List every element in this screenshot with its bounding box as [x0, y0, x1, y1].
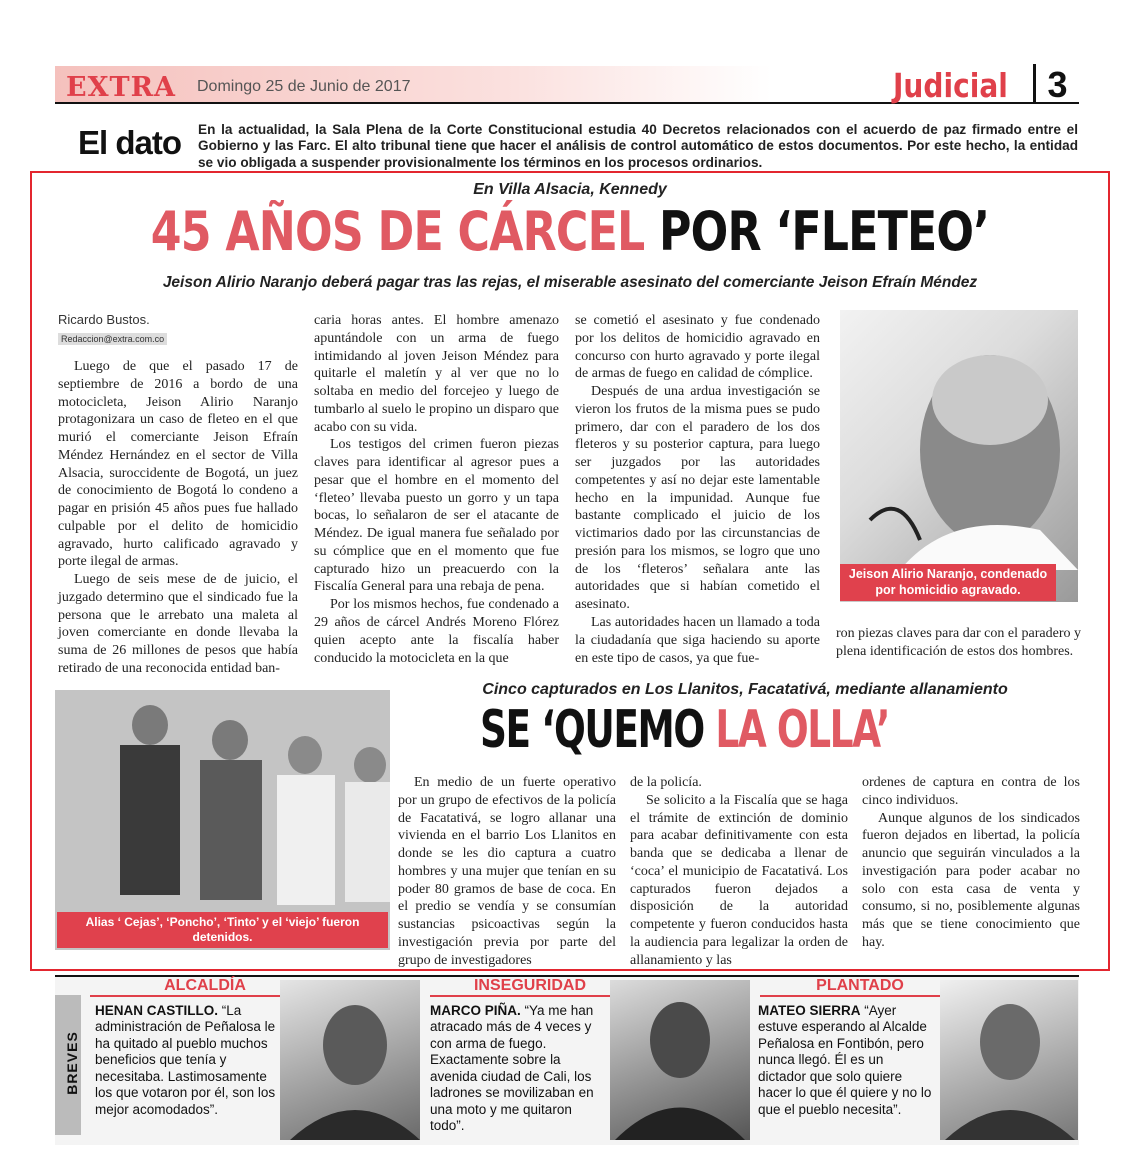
article2-headline-red: LA OLLA’ [715, 700, 889, 760]
breve2-quote: “Ya me han atracado más de 4 veces y con arma de fuego. Exactamente sobre la avenida ciudad de Cali, los ladrones se movilizaban en una moto y me quitaron todo”. [430, 1003, 594, 1134]
breve2-name: MARCO PIÑA. [430, 1003, 521, 1018]
breve3-text [758, 1003, 933, 1118]
page-number: 3 [1033, 64, 1079, 104]
article1-col1-p1: Luego de que el pasado 17 de septiembre de 2016 a bordo de una motocicleta, Jeison Alirio Naranjo protagonizara un caso de fleteo en el que murió el comerciante Jeison Efraín Méndez Hernández en el sector de Villa Alsacia, suroccidente de Bogotá, un juez de conocimiento de Bogotá lo condeno a pagar en prisión 45 años pues fue hallado culpable por el delito de homicidio agravado, hurto calificado agravado y porte ilegal de armas. [58, 359, 298, 570]
article2-headline [480, 700, 889, 760]
breve3-category: PLANTADO [760, 977, 960, 997]
breve2-photo [610, 980, 750, 1140]
section-title: Judicial [893, 66, 1008, 105]
article2-col2 [630, 774, 848, 969]
man-portrait-image [940, 980, 1078, 1140]
breve2-text [430, 1003, 605, 1135]
article1-photo-caption: Jeison Alirio Naranjo, condenado por homicidio agravado. [840, 564, 1056, 601]
article2-col3-p2: Aunque algunos de los sindicados fueron dejados en libertad, la policía anuncio que seguirán vinculados a la investigación para poder acabar no solo con esta casa de venta y consumo, si no, posiblemente algunas más que se tiene conocimiento que hay. [862, 810, 1080, 950]
breve1-photo [280, 980, 420, 1140]
article2-headline-black: SE ‘QUEMO [480, 700, 704, 760]
article1-byline [58, 312, 298, 346]
newspaper-logo: EXTRA [66, 72, 177, 103]
author-email: Redaccion@extra.com.co [58, 333, 167, 345]
article1-col1-p2: Luego de seis mese de de juicio, el juzgado determino que el sindicado fue la persona que le arrebato una maleta al joven comerciante en donde llevaba la suma de 26 millones de pesos que había retirado de una reconocida entidad ban- [58, 572, 298, 677]
article2-col1 [398, 774, 616, 969]
article2-photo-caption: Alias ‘ Cejas’, ‘Poncho’, ‘Tinto’ y el ‘viejo’ fueron detenidos. [57, 912, 388, 948]
man-portrait-image [610, 980, 750, 1140]
article2-col1-p1: En medio de un fuerte operativo por un grupo de efectivos de la policía de Facatativá, se logro allanar una vivienda en el barrio Los Llanitos en donde se les dio captura a cuatro hombres y una mujer que tenían en su poder 80 gramos de base de coca. En el predio se vendía y se consumían sustancias psicoactivas según la investigación previa por parte del grupo de investigadores [398, 775, 616, 968]
breve1-text [95, 1003, 280, 1118]
breve3-name: MATEO SIERRA [758, 1003, 861, 1018]
breve1-category: ALCALDÍA [90, 977, 320, 997]
article1-headline-red: 45 AÑOS DE CÁRCEL [150, 200, 645, 263]
article2-col2-p2: Se solicito a la Fiscalía que se haga el trámite de extinción de dominio para acabar definitivamente con esta banda que se dedicaba a llenar de ‘coca’ el municipio de Facatativá. Los capturados fueron dejados a disposición de la autoridad competente y fueron conducidos hasta la audiencia para legalizar la orden de allanamiento y las [630, 792, 848, 968]
article1-photo [840, 310, 1078, 602]
article1-col3-p3: Las autoridades hacen un llamado a toda la ciudadanía que siga haciendo su aporte en este tipo de casos, ya que fue- [575, 615, 820, 666]
article1-col2-p3: Por los mismos hechos, fue condenado a 29 años de cárcel Andrés Moreno Flórez quien acepto ante la fiscalía haber conducido la motocicleta en la que [314, 597, 559, 666]
article1-headline [127, 200, 1013, 263]
breve3-quote: “Ayer estuve esperando al Alcalde Peñalosa en Fontibón, pero nunca llegó. Él es un dictador que solo quiere hacer lo que él quiere y no lo que el pueblo necesita”. [758, 1003, 932, 1117]
breve1-name: HENAN CASTILLO. [95, 1003, 218, 1018]
article1-col3-p1: se cometió el asesinato y fue condenado por los delitos de homicidio agravado en concurso con hurto agravado y porte ilegal de armas de fuego en calidad de cómplice. [575, 313, 820, 382]
author-name: Ricardo Bustos. [58, 312, 150, 327]
article1-col4-p1: ron piezas claves para dar con el paradero y plena identificación de estos dos hombres. [836, 626, 1081, 659]
article2-photo [55, 690, 390, 950]
convict-portrait-image [840, 310, 1078, 570]
article1-headline-black: POR ‘FLETEO’ [659, 200, 990, 263]
article1-col4 [836, 625, 1081, 661]
article1-subhead: Jeison Alirio Naranjo deberá pagar tras las rejas, el miserable asesinato del comerciante Jeison Efraín Méndez [162, 274, 978, 291]
article1-col2 [314, 312, 559, 667]
el-dato-label: El dato [78, 124, 182, 161]
article1-col3 [575, 312, 820, 667]
article1-col1 [58, 358, 298, 678]
breves-label: BREVES [63, 1031, 80, 1095]
article1-kicker: En Villa Alsacia, Kennedy [473, 181, 667, 198]
article2-col2-p1: de la policía. [630, 775, 702, 790]
suspects-group-image [55, 690, 390, 950]
breve2-category: INSEGURIDAD [430, 977, 630, 997]
el-dato-text: En la actualidad, la Sala Plena de la Corte Constitucional estudia 40 Decretos relacionados con el acuerdo de paz firmado entre el Gobierno y las Farc. El alto tribunal tiene que hacer el análisis de control automático de estos documentos. Por este hecho, la entidad se vio obligada a suspender provisionalmente los términos en los procesos ordinarios. [198, 122, 1078, 170]
breve1-quote: “La administración de Peñalosa le ha quitado al pueblo muchos beneficios que tenía y necesitaba. Lastimosamente los que votaron por él, son los mejor acomodados”. [95, 1003, 276, 1117]
man-portrait-image [280, 980, 420, 1140]
article1-col2-p2: Los testigos del crimen fueron piezas claves para identificar al agresor pues a pesar que el hombre en el momento del ‘fleteo’ llevaba puesto un gorro y un tapa bocas, lo señalaron de ser el atacante de Méndez. De igual manera fue señalado por su cómplice que en el momento que fue capturado hizo un preacuerdo con la Fiscalía General para una rebaja de pena. [314, 437, 559, 595]
article2-col3-p1: ordenes de captura en contra de los cinco individuos. [862, 775, 1080, 808]
article2-kicker: Cinco capturados en Los Llanitos, Facatativá, mediante allanamiento [482, 681, 1008, 698]
article1-col2-p1: caria horas antes. El hombre amenazo apuntándole con un arma de fuego intimidando al joven Jeison Méndez para quitarle el maletín y al ver que no lo soltaba en medio del forcejeo y luego de tumbarlo al suelo le propino un disparo que acabo con su vida. [314, 313, 559, 435]
breve3-photo [940, 980, 1078, 1140]
article2-col3 [862, 774, 1080, 952]
article1-col3-p2: Después de una ardua investigación se vieron los frutos de la misma pues se pudo primero, dar con el paradero de los dos fleteros y su posterior captura, para luego ser juzgados por las autoridades competentes y así no dejar este lamentable hecho en la impunidad. Aunque fue bastante complicado el juicio de los victimarios dado por las circunstancias de presión para los mismos, se logro que uno de los ‘fleteros’ señalara ante las autoridades que si habían cometido el asesinato. [575, 384, 820, 613]
issue-date: Domingo 25 de Junio de 2017 [197, 78, 411, 95]
